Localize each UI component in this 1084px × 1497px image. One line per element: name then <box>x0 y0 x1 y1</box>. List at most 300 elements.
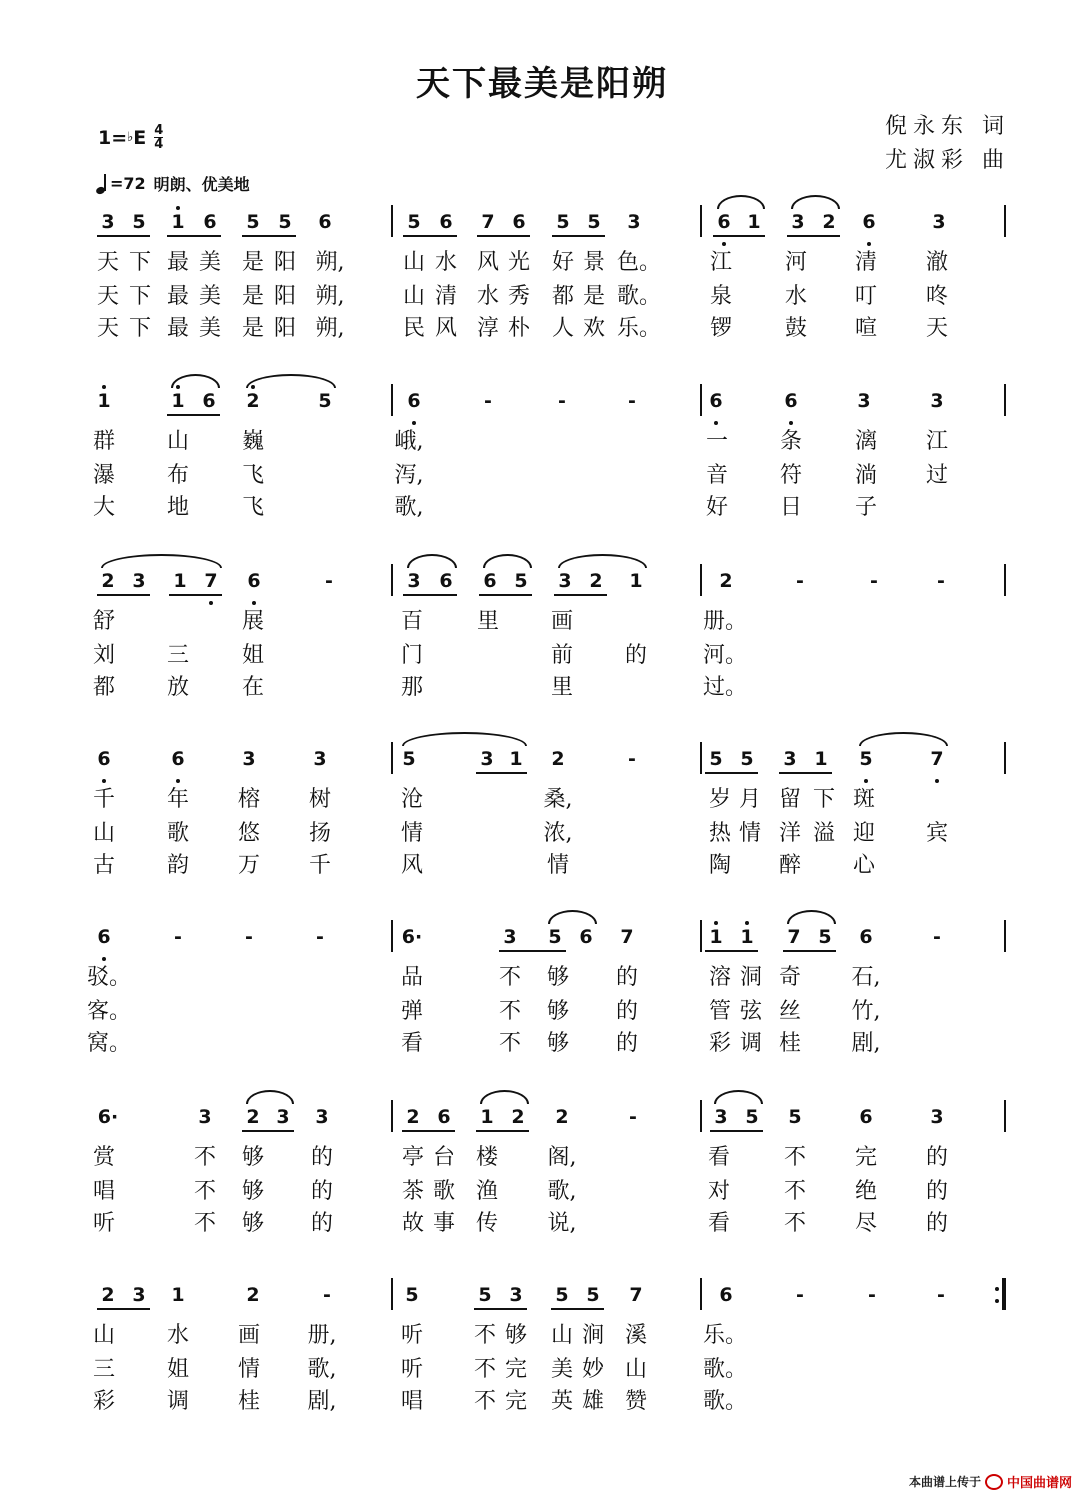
note-dash: - <box>629 1106 637 1128</box>
bar-line <box>1004 920 1006 952</box>
lyric-char: 水 <box>166 1323 189 1348</box>
key-prefix: 1= <box>98 126 128 149</box>
bar-line <box>1004 205 1006 237</box>
lyric-char: 够 <box>241 1211 264 1236</box>
lyric-char: 姐 <box>166 1357 189 1382</box>
note-digit: 2 <box>246 1284 260 1306</box>
note-digit: 7 <box>787 926 801 948</box>
lyric-char: 山 <box>402 284 425 309</box>
lyric-char: 洋 <box>778 821 801 846</box>
lyric-char: 地 <box>166 495 189 520</box>
time-signature <box>154 124 163 151</box>
lyric-char: 完 <box>504 1389 527 1414</box>
lyric-char: 完 <box>504 1357 527 1382</box>
lyric-char: 斑 <box>852 787 875 812</box>
note-digit: 6 <box>439 211 453 233</box>
lyricist-credit: 倪永东 词 <box>885 114 1010 139</box>
flat-sign: ♭ <box>127 130 134 145</box>
time-unit: 4 <box>154 137 164 152</box>
lyric-char: 天 <box>925 316 948 341</box>
lyric-char: 阳 <box>273 250 296 275</box>
note-dash: - <box>937 570 945 592</box>
lyric-char: 澈 <box>925 250 948 275</box>
lyric-char: 放 <box>166 675 189 700</box>
note-digit: 6 <box>784 390 798 412</box>
bar-line <box>391 384 393 416</box>
lyric-char: 飞 <box>241 463 264 488</box>
eighth-underline <box>402 1130 455 1132</box>
note-digit: 5 <box>587 211 601 233</box>
lyric-char: 三 <box>166 643 189 668</box>
lyric-char: 里 <box>476 609 499 634</box>
lyric-char: 歌, <box>547 1179 577 1204</box>
lyric-char: 心 <box>852 853 875 878</box>
lyric-char: 前 <box>550 643 573 668</box>
note-dash: - <box>245 926 253 948</box>
note-digit: 5 <box>548 926 562 948</box>
high-octave-dot <box>745 921 749 925</box>
lyric-char: 人 <box>551 316 574 341</box>
lyric-char: 故 <box>401 1211 424 1236</box>
note-digit: 6 <box>579 926 593 948</box>
lyric-char: 的 <box>615 965 638 990</box>
eighth-underline <box>705 950 758 952</box>
low-octave-dot <box>864 779 868 783</box>
bar-line <box>700 384 702 416</box>
eighth-underline <box>167 414 220 416</box>
note-dash: - <box>323 1284 331 1306</box>
lyric-char: 一 <box>705 429 728 454</box>
eighth-underline <box>97 1308 150 1310</box>
high-octave-dot <box>102 385 106 389</box>
lyric-char: 展 <box>241 609 264 634</box>
lyric-char: 下 <box>128 316 151 341</box>
lyric-char: 朔, <box>315 284 345 309</box>
low-octave-dot <box>714 421 718 425</box>
note-digit: 6 <box>203 211 217 233</box>
note-digit: 1 <box>171 390 185 412</box>
time-beats: 4 <box>154 123 164 138</box>
eighth-underline <box>476 1130 529 1132</box>
lyric-char: 景 <box>582 250 605 275</box>
slur-arc <box>483 554 532 568</box>
note-digit: 5 <box>818 926 832 948</box>
note-digit: 5 <box>514 570 528 592</box>
note-digit: 3 <box>132 570 146 592</box>
note-digit: 1 <box>97 390 111 412</box>
note-digit: 6 <box>318 211 332 233</box>
low-octave-dot <box>102 957 106 961</box>
note-digit: 3 <box>503 926 517 948</box>
lyric-char: 喧 <box>854 316 877 341</box>
lyric-char: 歌。 <box>703 1357 748 1382</box>
lyric-char: 桂 <box>778 1031 801 1056</box>
lyric-char: 不 <box>498 999 521 1024</box>
lyric-char: 好 <box>705 495 728 520</box>
lyric-char: 够 <box>241 1179 264 1204</box>
lyric-char: 调 <box>739 1031 762 1056</box>
lyric-char: 天 <box>96 250 119 275</box>
credits <box>885 110 1010 178</box>
lyric-char: 下 <box>812 787 835 812</box>
lyric-char: 的 <box>310 1211 333 1236</box>
note-digit: 5 <box>402 748 416 770</box>
lyric-char: 听 <box>400 1323 423 1348</box>
note-digit: 6 <box>717 211 731 233</box>
lyric-char: 朴 <box>507 316 530 341</box>
lyric-char: 咚 <box>925 284 948 309</box>
lyric-char: 舒 <box>92 609 115 634</box>
low-octave-dot <box>722 242 726 246</box>
note-digit: 3 <box>627 211 641 233</box>
tempo-marking <box>96 172 250 195</box>
note-digit: 3 <box>857 390 871 412</box>
note-digit: 2 <box>719 570 733 592</box>
lyric-char: 歌。 <box>703 1389 748 1414</box>
lyric-char: 的 <box>310 1179 333 1204</box>
bar-line <box>1004 564 1006 596</box>
bar-line <box>1004 384 1006 416</box>
lyric-char: 巍 <box>241 429 264 454</box>
lyric-char: 浓, <box>543 821 573 846</box>
note-digit: 5 <box>132 211 146 233</box>
eighth-underline <box>476 772 527 774</box>
note-digit: 2 <box>551 748 565 770</box>
note-digit: 3 <box>132 1284 146 1306</box>
slur-arc <box>402 732 527 746</box>
lyric-char: 不 <box>193 1211 216 1236</box>
note-dash: - <box>316 926 324 948</box>
eighth-underline <box>499 950 566 952</box>
note-digit: 5 <box>788 1106 802 1128</box>
lyric-char: 百 <box>400 609 423 634</box>
lyric-char: 桑, <box>543 787 573 812</box>
low-octave-dot <box>789 421 793 425</box>
note-digit: 7 <box>204 570 218 592</box>
lyric-char: 热 <box>708 821 731 846</box>
repeat-dot <box>995 1299 999 1303</box>
lyric-char: 不 <box>498 965 521 990</box>
note-digit: 6 <box>719 1284 733 1306</box>
lyric-char: 台 <box>432 1145 455 1170</box>
lyric-char: 迎 <box>852 821 875 846</box>
lyric-char: 布 <box>166 463 189 488</box>
note-digit: 1 <box>509 748 523 770</box>
note-digit: 3 <box>276 1106 290 1128</box>
note-digit: 6· <box>97 1106 119 1128</box>
lyric-char: 泻, <box>394 463 424 488</box>
note-digit: 2 <box>555 1106 569 1128</box>
note-digit: 2 <box>406 1106 420 1128</box>
lyric-char: 是 <box>241 284 264 309</box>
lyric-char: 悠 <box>237 821 260 846</box>
lyric-char: 绝 <box>854 1179 877 1204</box>
note-digit: 3 <box>932 211 946 233</box>
bar-line <box>700 205 702 237</box>
tempo-value: =72 <box>110 174 146 193</box>
eighth-underline <box>710 1130 763 1132</box>
key-signature <box>98 124 163 151</box>
lyric-char: 门 <box>400 643 423 668</box>
lyric-char: 歌。 <box>617 284 662 309</box>
lyric-char: 山 <box>550 1323 573 1348</box>
lyric-char: 的 <box>624 643 647 668</box>
note-digit: 2 <box>101 1284 115 1306</box>
lyric-char: 年 <box>166 787 189 812</box>
lyric-char: 看 <box>707 1145 730 1170</box>
lyric-char: 驳。 <box>87 965 132 990</box>
note-dash: - <box>628 748 636 770</box>
lyric-char: 丝 <box>778 999 801 1024</box>
lyric-char: 英 <box>550 1389 573 1414</box>
high-octave-dot <box>714 921 718 925</box>
lyric-char: 古 <box>92 853 115 878</box>
bar-line <box>391 1100 393 1132</box>
note-dash: - <box>325 570 333 592</box>
note-digit: 6 <box>709 390 723 412</box>
bar-line <box>391 742 393 774</box>
lyric-char: 说, <box>547 1211 577 1236</box>
note-digit: 3 <box>313 748 327 770</box>
note-digit: 5 <box>709 748 723 770</box>
lyric-char: 画 <box>550 609 573 634</box>
lyric-char: 万 <box>237 853 260 878</box>
lyric-char: 茶 <box>401 1179 424 1204</box>
note-digit: 5 <box>405 1284 419 1306</box>
lyric-char: 弦 <box>739 999 762 1024</box>
note-digit: 5 <box>246 211 260 233</box>
lyric-char: 奇 <box>778 965 801 990</box>
lyric-char: 尽 <box>854 1211 877 1236</box>
lyric-char: 的 <box>615 1031 638 1056</box>
lyric-char: 听 <box>400 1357 423 1382</box>
lyric-char: 彩 <box>708 1031 731 1056</box>
lyric-char: 日 <box>779 495 802 520</box>
lyric-char: 歌, <box>394 495 424 520</box>
lyric-char: 美 <box>198 284 221 309</box>
lyric-char: 洞 <box>739 965 762 990</box>
note-dash: - <box>558 390 566 412</box>
lyric-char: 够 <box>241 1145 264 1170</box>
lyric-char: 溪 <box>624 1323 647 1348</box>
lyric-char: 溶 <box>708 965 731 990</box>
lyric-char: 都 <box>92 675 115 700</box>
lyric-char: 淌 <box>854 463 877 488</box>
lyric-char: 岁 <box>708 787 731 812</box>
lyric-char: 传 <box>475 1211 498 1236</box>
lyric-char: 雄 <box>581 1389 604 1414</box>
lyric-char: 清 <box>854 250 877 275</box>
page-title: 天下最美是阳朔 <box>416 64 668 104</box>
lyric-char: 锣 <box>709 316 732 341</box>
lyric-char: 够 <box>504 1323 527 1348</box>
bar-line <box>1004 742 1006 774</box>
eighth-underline <box>403 235 457 237</box>
lyric-char: 子 <box>854 495 877 520</box>
lyric-char: 品 <box>400 965 423 990</box>
lyric-char: 赏 <box>92 1145 115 1170</box>
eighth-underline <box>552 235 605 237</box>
lyric-char: 山 <box>92 1323 115 1348</box>
note-digit: 6 <box>247 570 261 592</box>
lyric-char: 条 <box>779 429 802 454</box>
note-digit: 3 <box>480 748 494 770</box>
lyric-char: 色。 <box>617 250 662 275</box>
note-digit: 5 <box>740 748 754 770</box>
lyric-char: 涧 <box>581 1323 604 1348</box>
lyric-char: 是 <box>582 284 605 309</box>
lyric-char: 峨, <box>394 429 424 454</box>
lyric-char: 音 <box>705 463 728 488</box>
eighth-underline <box>97 235 150 237</box>
lyric-char: 不 <box>498 1031 521 1056</box>
lyric-char: 册。 <box>703 609 748 634</box>
lyric-char: 下 <box>128 250 151 275</box>
slur-arc <box>787 910 836 924</box>
note-dash: - <box>933 926 941 948</box>
lyric-char: 最 <box>166 316 189 341</box>
eighth-underline <box>477 235 530 237</box>
eighth-underline <box>787 235 840 237</box>
bar-line <box>391 205 393 237</box>
note-digit: 6 <box>407 390 421 412</box>
lyric-char: 留 <box>778 787 801 812</box>
bar-line <box>700 564 702 596</box>
note-digit: 6 <box>439 570 453 592</box>
note-digit: 1 <box>747 211 761 233</box>
lyric-char: 够 <box>546 999 569 1024</box>
note-digit: 5 <box>278 211 292 233</box>
lyric-char: 的 <box>615 999 638 1024</box>
lyric-char: 石, <box>851 965 881 990</box>
lyric-char: 歌 <box>166 821 189 846</box>
note-digit: 1 <box>171 211 185 233</box>
lyric-char: 风 <box>400 853 423 878</box>
lyric-char: 水 <box>476 284 499 309</box>
tempo-text: 明朗、优美地 <box>153 175 250 194</box>
bar-line <box>700 920 702 952</box>
lyric-char: 宾 <box>925 821 948 846</box>
lyric-char: 群 <box>92 429 115 454</box>
note-digit: 3 <box>791 211 805 233</box>
slur-arc <box>101 554 222 568</box>
lyric-char: 漓 <box>854 429 877 454</box>
lyric-char: 民 <box>402 316 425 341</box>
repeat-dot <box>995 1287 999 1291</box>
footer <box>909 1472 1072 1491</box>
lyric-char: 朔, <box>315 250 345 275</box>
key-note: E <box>133 126 147 149</box>
note-digit: 6 <box>97 748 111 770</box>
note-digit: 5 <box>555 1284 569 1306</box>
note-digit: 6 <box>171 748 185 770</box>
note-digit: 3 <box>714 1106 728 1128</box>
note-dash: - <box>868 1284 876 1306</box>
lyric-char: 姐 <box>241 643 264 668</box>
note-digit: 3 <box>101 211 115 233</box>
lyric-char: 弹 <box>400 999 423 1024</box>
slur-arc <box>407 554 457 568</box>
lyric-char: 过 <box>925 463 948 488</box>
slur-arc <box>480 1090 529 1104</box>
lyric-char: 沧 <box>400 787 423 812</box>
lyric-char: 情 <box>546 853 569 878</box>
lyric-char: 客。 <box>87 999 132 1024</box>
lyric-char: 溢 <box>812 821 835 846</box>
note-digit: 5 <box>478 1284 492 1306</box>
low-octave-dot <box>412 421 416 425</box>
bar-line <box>700 1100 702 1132</box>
lyric-char: 够 <box>546 1031 569 1056</box>
note-dash: - <box>796 1284 804 1306</box>
lyric-char: 大 <box>92 495 115 520</box>
lyric-char: 水 <box>434 250 457 275</box>
lyric-char: 风 <box>476 250 499 275</box>
note-digit: 3 <box>509 1284 523 1306</box>
lyric-char: 够 <box>546 965 569 990</box>
note-digit: 6 <box>483 570 497 592</box>
lyric-char: 歌, <box>307 1357 337 1382</box>
lyric-char: 符 <box>779 463 802 488</box>
site-name: 中国曲谱网 <box>1006 1476 1072 1491</box>
lyric-char: 看 <box>707 1211 730 1236</box>
lyric-char: 歌 <box>432 1179 455 1204</box>
lyric-char: 千 <box>308 853 331 878</box>
note-digit: 1 <box>480 1106 494 1128</box>
note-digit: 6 <box>512 211 526 233</box>
lyric-char: 是 <box>241 316 264 341</box>
note-digit: 1 <box>629 570 643 592</box>
note-digit: 5 <box>586 1284 600 1306</box>
note-digit: 6 <box>437 1106 451 1128</box>
lyric-char: 看 <box>400 1031 423 1056</box>
note-digit: 6 <box>859 1106 873 1128</box>
lyric-char: 江 <box>925 429 948 454</box>
bar-line <box>700 1278 702 1310</box>
lyric-char: 山 <box>166 429 189 454</box>
note-digit: 3 <box>315 1106 329 1128</box>
lyric-char: 山 <box>402 250 425 275</box>
low-octave-dot <box>252 601 256 605</box>
slur-arc <box>714 1090 763 1104</box>
lyric-char: 情 <box>237 1357 260 1382</box>
lyric-char: 瀑 <box>92 463 115 488</box>
slur-arc <box>558 554 647 568</box>
slur-arc <box>859 732 948 746</box>
lyric-char: 桂 <box>237 1389 260 1414</box>
low-octave-dot <box>102 779 106 783</box>
lyric-char: 不 <box>783 1211 806 1236</box>
note-digit: 1 <box>173 570 187 592</box>
lyric-char: 唱 <box>92 1179 115 1204</box>
lyric-char: 不 <box>783 1145 806 1170</box>
lyric-char: 醉 <box>778 853 801 878</box>
lyric-char: 渔 <box>475 1179 498 1204</box>
lyric-char: 乐。 <box>617 316 662 341</box>
lyric-char: 美 <box>198 316 221 341</box>
eighth-underline <box>551 1308 604 1310</box>
eighth-underline <box>169 594 222 596</box>
note-digit: 1 <box>740 926 754 948</box>
lyric-char: 月 <box>738 787 761 812</box>
eighth-underline <box>554 594 607 596</box>
note-digit: 1 <box>171 1284 185 1306</box>
low-octave-dot <box>867 242 871 246</box>
lyric-char: 里 <box>550 675 573 700</box>
lyric-char: 不 <box>473 1357 496 1382</box>
low-octave-dot <box>176 779 180 783</box>
note-digit: 7 <box>930 748 944 770</box>
